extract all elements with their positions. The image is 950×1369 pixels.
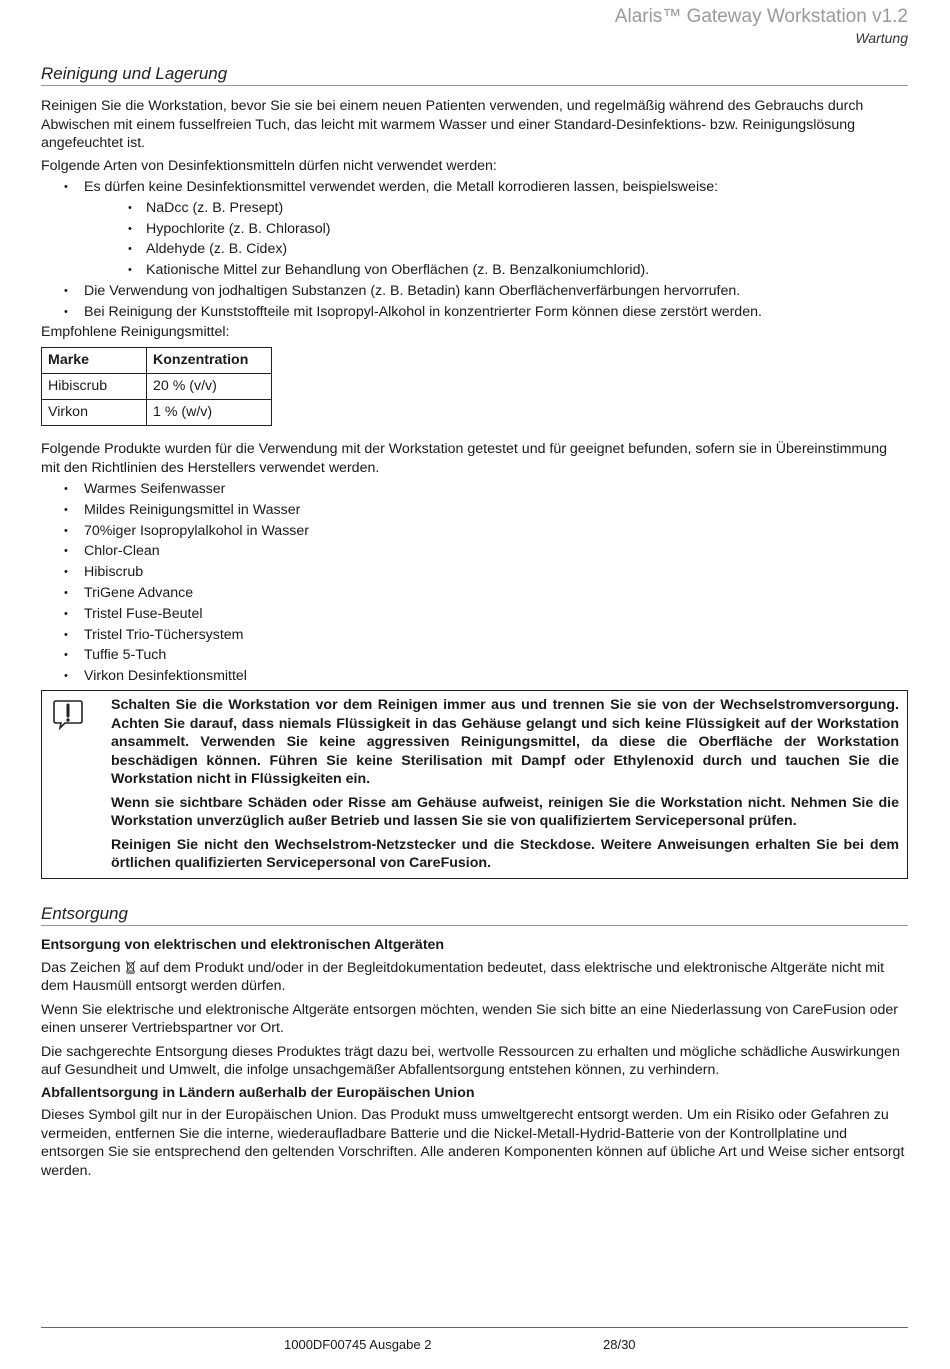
disposal-paragraph [41, 959, 908, 996]
list-item: • TriGene Advance [41, 583, 908, 604]
text-span: Das Zeichen [41, 959, 121, 976]
page-number: 28/30 [603, 1337, 636, 1352]
list-item: • Tuffie 5-Tuch [41, 645, 908, 666]
table-row [42, 400, 272, 426]
forbidden-sublist [84, 198, 908, 281]
section-name: Wartung [855, 30, 908, 46]
list-item: • Mildes Reinigungsmittel in Wasser [41, 500, 908, 521]
list-item: • NaDcc (z. B. Presept) [84, 198, 908, 219]
list-item: • Bei Reinigung der Kunststoffteile mit Isopropyl-Alkohol in konzentrierter Form können diese zerstört werden. [41, 302, 908, 323]
disposal-section [41, 904, 908, 1180]
list-item: • Tristel Fuse-Beutel [41, 604, 908, 625]
forbidden-intro: Folgende Arten von Desinfektionsmitteln dürfen nicht verwendet werden: [41, 157, 497, 174]
table-cell: Hibiscrub [42, 374, 147, 400]
caution-paragraph: Wenn sie sichtbare Schäden oder Risse am Gehäuse aufweist, reinigen Sie die Workstation nicht. Nehmen Sie die Workstation unverzüglich außer Betrieb und lassen Sie sie von qualifiziertem Servicepersonal prüfen. [111, 794, 899, 829]
column-header: Marke [42, 348, 147, 374]
crossed-bin-icon [125, 960, 136, 974]
tested-list [41, 479, 908, 687]
document-number: 1000DF00745 Ausgabe 2 [284, 1337, 432, 1352]
cleaning-section [41, 64, 908, 687]
list-item: • Virkon Desinfektionsmittel [41, 666, 908, 687]
table-header-row [42, 348, 272, 374]
disposal-subheading: Entsorgung von elektrischen und elektronischen Altgeräten [41, 937, 445, 953]
list-item: • Kationische Mittel zur Behandlung von Oberflächen (z. B. Benzalkoniumchlorid). [84, 260, 908, 281]
list-item: • Hibiscrub [41, 562, 908, 583]
product-title: Alaris™ Gateway Workstation v1.2 [614, 6, 908, 27]
table-cell: 20 % (v/v) [147, 374, 272, 400]
cleaning-intro: Reinigen Sie die Workstation, bevor Sie sie bei einem neuen Patienten verwenden, und regelmäßig während des Gebrauchs durch Abwischen mit einem fusselfreien Tuch, das leicht mit warmem Wasser und einer Standard-Desinfektions- bzw. Reinigungslösung angefeuchtet ist. [41, 98, 864, 151]
disposal-paragraph: Dieses Symbol gilt nur in der Europäischen Union. Das Produkt muss umweltgerecht entsorgt werden. Um ein Risiko oder Gefahren zu vermeiden, entfernen Sie die interne, wiederaufladbare Batterie und die Nickel-Metall-Hydrid-Batterie von der Kontrollplatine und entsorgen Sie sie entsprechend den geltenden Vorschriften. Alle anderen Komponenten können auf übliche Art und Weise sicher entsorgt werden. [41, 1107, 905, 1179]
list-item: • 70%iger Isopropylalkohol in Wasser [41, 521, 908, 542]
page-footer [41, 1327, 908, 1352]
cleaning-title: Reinigung und Lagerung [41, 64, 908, 86]
list-item: • Chlor-Clean [41, 541, 908, 562]
table-cell: 1 % (w/v) [147, 400, 272, 426]
caution-box [41, 690, 908, 879]
disposal-paragraph: Die sachgerechte Entsorgung dieses Produktes trägt dazu bei, wertvolle Ressourcen zu erhalten und mögliche schädliche Auswirkungen auf Gesundheit und Umwelt, die infolge unsachgemäßer Abfallentsorgung entstehen können, zu verhindern. [41, 1043, 900, 1078]
tested-intro: Folgende Produkte wurden für die Verwendung mit der Workstation getestet und für geeignet befunden, sofern sie in Übereinstimmung mit den Richtlinien des Herstellers verwendet werden. [41, 441, 887, 476]
list-item: • Die Verwendung von jodhaltigen Substanzen (z. B. Betadin) kann Oberflächenverfärbungen hervorrufen. [41, 281, 908, 302]
caution-paragraph: Reinigen Sie nicht den Wechselstrom-Netzstecker und die Steckdose. Weitere Anweisungen erhalten Sie bei dem örtlichen qualifizierten Servicepersonal von CareFusion. [111, 836, 899, 871]
list-item: • Hypochlorite (z. B. Chlorasol) [84, 219, 908, 240]
page-header [615, 5, 908, 47]
disposal-paragraph: Wenn Sie elektrische und elektronische Altgeräte entsorgen möchten, wenden Sie sich bitte an eine Niederlassung von CareFusion oder einen unserer Vertriebspartner vor Ort. [41, 1001, 899, 1036]
list-item: • Aldehyde (z. B. Cidex) [84, 239, 908, 260]
disposal-title: Entsorgung [41, 904, 908, 926]
text-span: auf dem Produkt und/oder in der Begleitdokumentation bedeutet, dass elektrische und elektronische Altgeräte nicht mit dem Hausmüll entsorgt werden dürfen. [41, 959, 885, 994]
disposal-subheading: Abfallentsorgung in Ländern außerhalb der Europäischen Union [41, 1084, 475, 1101]
list-item [41, 177, 908, 281]
caution-paragraph: Schalten Sie die Workstation vor dem Reinigen immer aus und trennen Sie sie von der Wechselstromversorgung. Achten Sie darauf, dass niemals Flüssigkeit in das Gehäuse gelangt und sich keine Flüssigkeit auf der Workstation ansammelt. Verwenden Sie keine aggressiven Reinigungsmittel, da diese die Oberfläche der Workstation beschädigen können. Führen Sie keine Sterilisation mit Dampf oder Ethylenoxid durch und tauchen Sie die Workstation nicht in Flüssigkeiten ein. [111, 697, 899, 787]
warning-wrapper [41, 690, 908, 879]
table-row [42, 374, 272, 400]
forbidden-list [41, 177, 908, 323]
caution-icon [51, 697, 85, 731]
list-item: • Tristel Trio-Tüchersystem [41, 625, 908, 646]
recommended-agents-table [41, 347, 272, 426]
list-item-text: Es dürfen keine Desinfektionsmittel verwendet werden, die Metall korrodieren lassen, beispielsweise: [84, 179, 719, 195]
list-item: • Warmes Seifenwasser [41, 479, 908, 500]
column-header: Konzentration [147, 348, 272, 374]
table-cell: Virkon [42, 400, 147, 426]
recommended-intro: Empfohlene Reinigungsmittel: [41, 323, 230, 340]
